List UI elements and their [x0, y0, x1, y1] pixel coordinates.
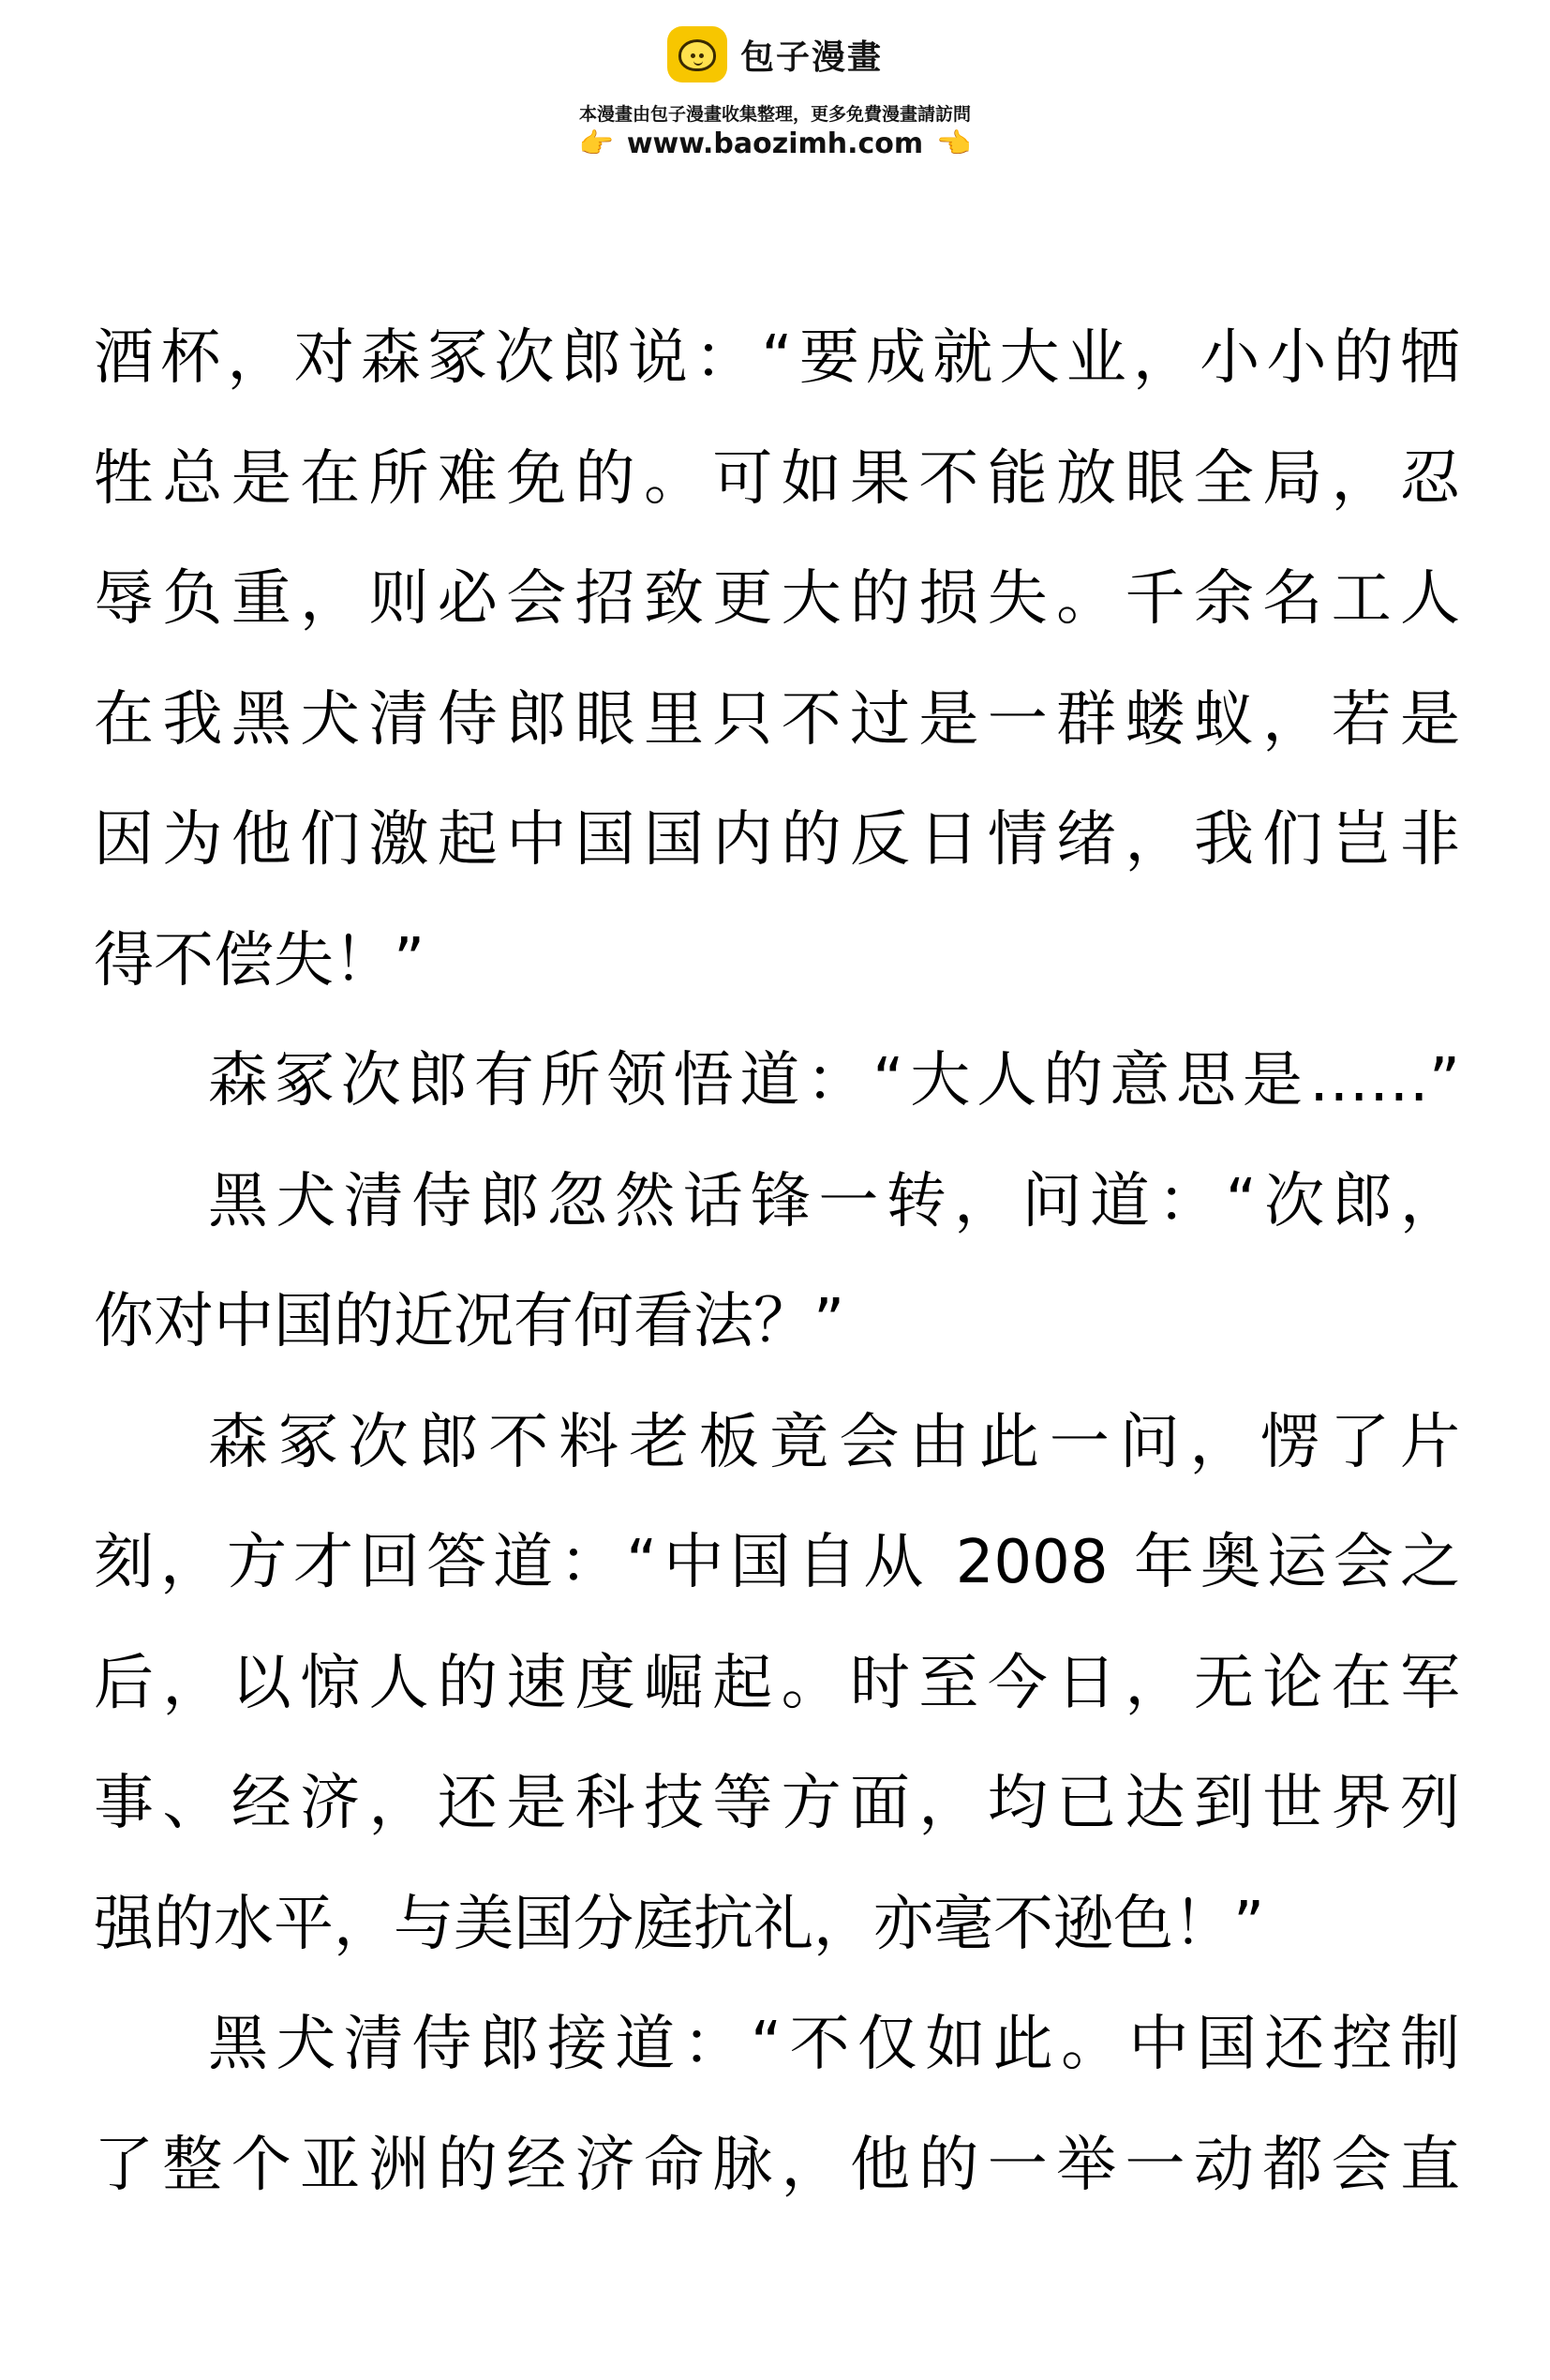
text-line: 因为他们激起中国国内的反日情绪，我们岂非 — [94, 805, 1460, 875]
text-line: 辱负重，则必会招致更大的损失。千余名工人 — [94, 564, 1460, 634]
text-line: 刻，方才回答道：“中国自从 2008 年奥运会之 — [94, 1528, 1460, 1597]
text-line: 酒杯，对森冢次郎说：“要成就大业，小小的牺 — [94, 323, 1460, 393]
brand-name: 包子漫畫 — [739, 37, 883, 77]
pointing-left-hand-icon: 👈 — [936, 127, 972, 160]
bun-face-icon — [667, 26, 727, 82]
text-line: 得不偿失！” — [94, 925, 425, 995]
pointing-right-hand-icon: 👉 — [578, 127, 614, 160]
article-body — [94, 298, 1460, 2225]
text-line: 在我黑犬清侍郎眼里只不过是一群蝼蚁，若是 — [94, 684, 1460, 755]
watermark-header — [0, 0, 1550, 187]
url-row — [0, 127, 1550, 160]
text-line: 黑犬清侍郎忽然话锋一转，问道：“次郎， — [208, 1166, 1460, 1236]
text-line: 后，以惊人的速度崛起。时至今日，无论在军 — [94, 1648, 1460, 1718]
text-line: 你对中国的近况有何看法？” — [94, 1287, 845, 1356]
watermark-notice: 本漫畫由包子漫畫收集整理，更多免費漫畫請訪問 — [578, 104, 971, 125]
text-line: 森冢次郎不料老板竟会由此一问，愣了片 — [208, 1407, 1460, 1477]
text-line: 森冢次郎有所领悟道：“大人的意思是……” — [208, 1046, 1460, 1115]
site-url[interactable]: www.baozimh.com — [626, 127, 924, 160]
text-line: 了整个亚洲的经济命脉，他的一举一动都会直 — [94, 2130, 1460, 2200]
text-line: 强的水平，与美国分庭抗礼，亦毫不逊色！” — [94, 1889, 1265, 1959]
text-line: 牲总是在所难免的。可如果不能放眼全局，忍 — [94, 443, 1460, 514]
brand-row — [0, 26, 1550, 82]
text-line: 事、经济，还是科技等方面，均已达到世界列 — [94, 1769, 1460, 1838]
text-line: 黑犬清侍郎接道：“不仅如此。中国还控制 — [208, 2010, 1460, 2079]
